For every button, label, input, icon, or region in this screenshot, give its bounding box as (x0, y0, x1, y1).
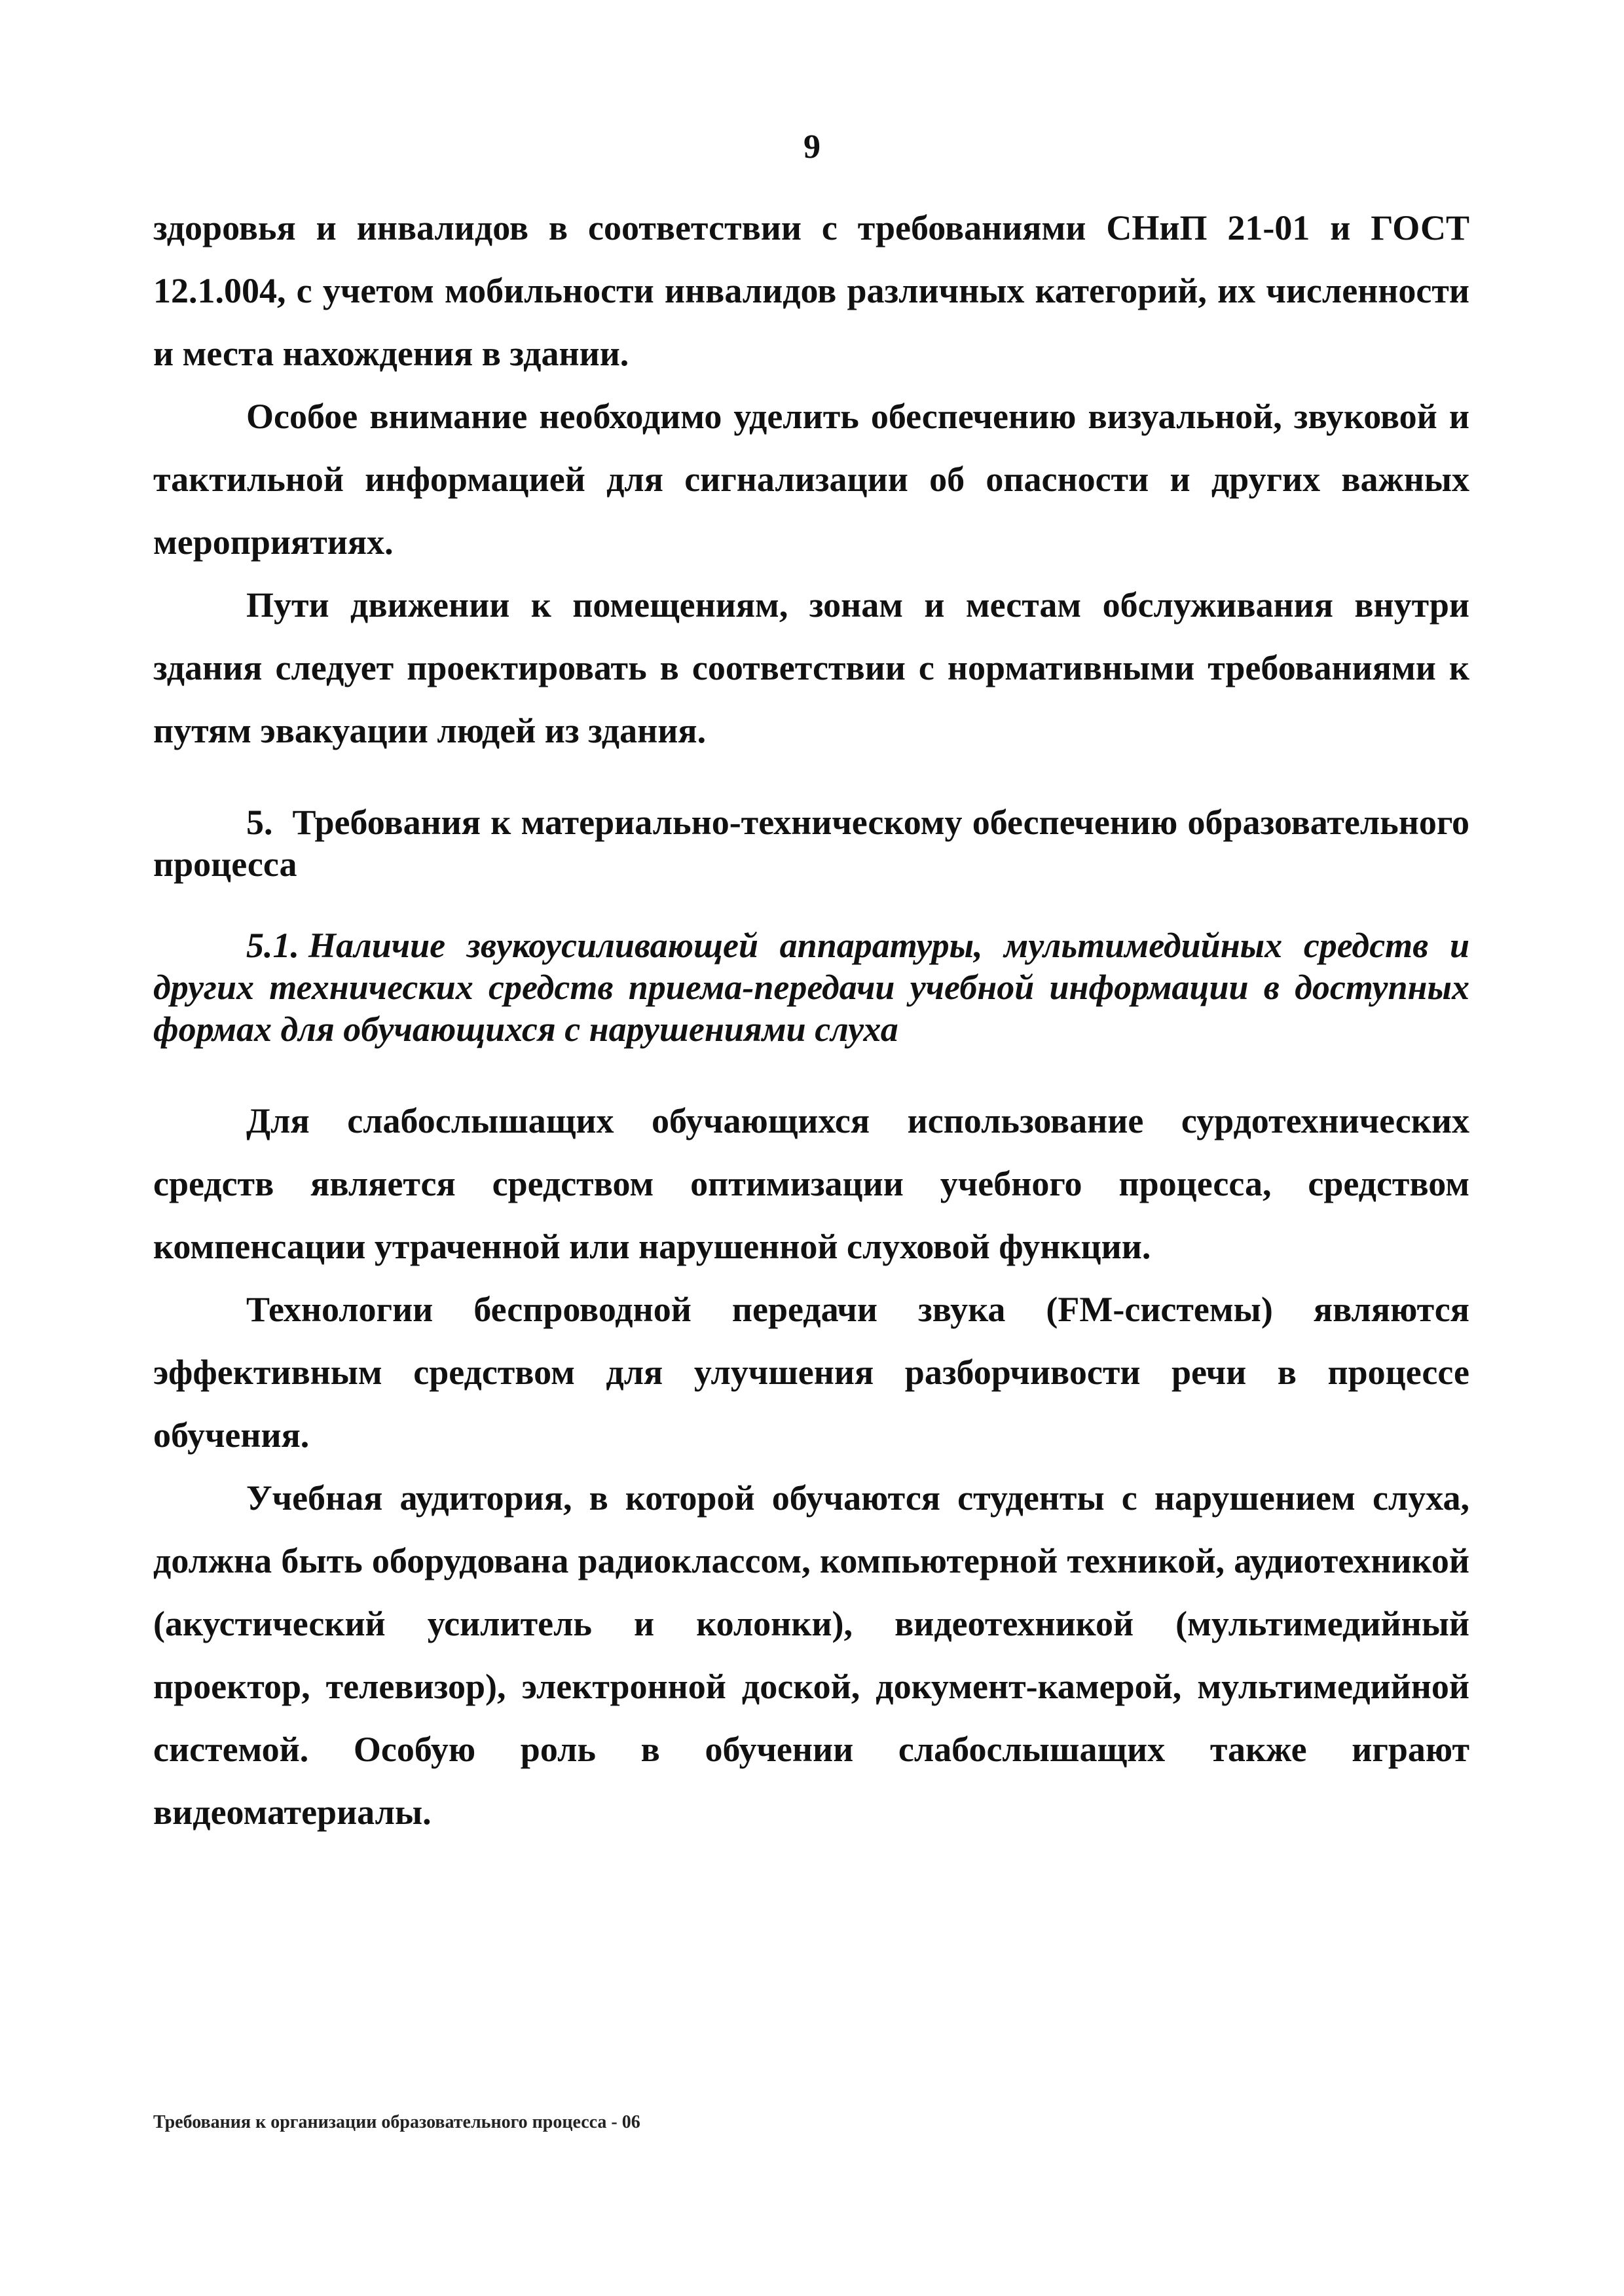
paragraph-continuation: здоровья и инвалидов в соответствии с требованиями СНиП 21-01 и ГОСТ 12.1.004, с учетом мобильности инвалидов различных категорий, их численности и места нахождения в здании. (153, 208, 1469, 373)
page-footer: Требования к организации образовательного процесса - 06 (153, 2112, 640, 2132)
paragraph-fm-systems: Технологии беспроводной передачи звука (FM-системы) являются эффективным средством для улучшения разборчивости речи в процессе обучения. (153, 1290, 1469, 1455)
page-number: 9 (803, 128, 821, 166)
document-body (153, 196, 1469, 1844)
paragraph-classroom: Учебная аудитория, в которой обучаются студенты с нарушением слуха, должна быть оборудована радиоклассом, компьютерной техникой, аудиотехникой (акустический усилитель и колонки), видеотехникой (мультимедийный проектор, телевизор), электронной доской, документ-камерой, мультимедийной системой. Особую роль в обучении слабослышащих также играют видеоматериалы. (153, 1478, 1469, 1832)
section-heading (153, 801, 1469, 885)
paragraph-surdo: Для слабослышащих обучающихся использование сурдотехнических средств является средством оптимизации учебного процесса, средством компенсации утраченной или нарушенной слуховой функции. (153, 1101, 1469, 1266)
subsection-title: Наличие звукоусиливающей аппаратуры, мультимедийных средств и других технических средств приема-передачи учебной информации в доступных формах для обучающихся с нарушениями слуха (153, 926, 1469, 1049)
paragraph-paths: Пути движении к помещениям, зонам и местам обслуживания внутри здания следует проектировать в соответствии с нормативными требованиями к путям эвакуации людей из здания. (153, 585, 1469, 750)
section-title: Требования к материально-техническому обеспечению образовательного процесса (153, 803, 1469, 884)
section-number: 5. (246, 803, 273, 842)
subsection-number: 5.1. (246, 926, 299, 965)
paragraph-attention: Особое внимание необходимо уделить обеспечению визуальной, звуковой и тактильной информацией для сигнализации об опасности и других важных мероприятиях. (153, 397, 1469, 562)
subsection-heading (153, 924, 1469, 1050)
